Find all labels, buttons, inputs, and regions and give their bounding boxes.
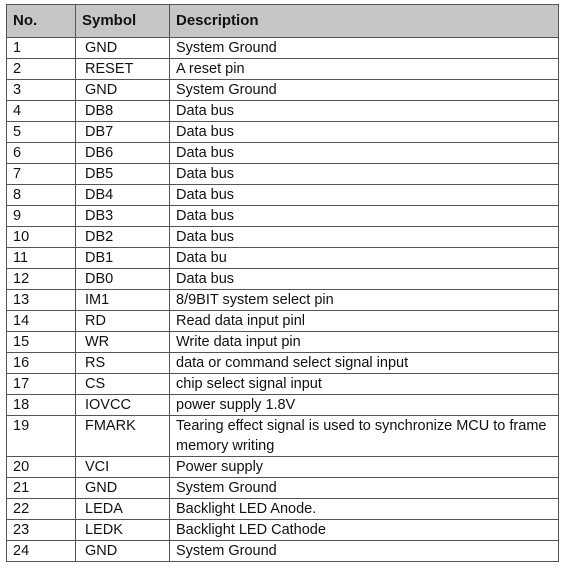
cell-description: Data bus <box>170 185 559 206</box>
cell-description: Data bus <box>170 269 559 290</box>
cell-no: 21 <box>7 478 76 499</box>
table-row <box>7 541 559 562</box>
cell-symbol: DB1 <box>76 248 170 269</box>
cell-description: System Ground <box>170 80 559 101</box>
cell-no: 17 <box>7 374 76 395</box>
cell-description: Data bus <box>170 122 559 143</box>
cell-description: Write data input pin <box>170 332 559 353</box>
cell-description: Data bus <box>170 101 559 122</box>
cell-no: 9 <box>7 206 76 227</box>
cell-no: 22 <box>7 499 76 520</box>
table-row <box>7 416 559 457</box>
cell-symbol: DB6 <box>76 143 170 164</box>
cell-description: System Ground <box>170 541 559 562</box>
cell-symbol: DB8 <box>76 101 170 122</box>
cell-description: Backlight LED Cathode <box>170 520 559 541</box>
table-row <box>7 185 559 206</box>
cell-no: 5 <box>7 122 76 143</box>
cell-symbol: RESET <box>76 59 170 80</box>
table-row <box>7 248 559 269</box>
table-row <box>7 332 559 353</box>
cell-symbol: RD <box>76 311 170 332</box>
cell-symbol: DB5 <box>76 164 170 185</box>
table-row <box>7 269 559 290</box>
cell-symbol: DB0 <box>76 269 170 290</box>
cell-no: 3 <box>7 80 76 101</box>
cell-symbol: WR <box>76 332 170 353</box>
header-no: No. <box>7 5 76 38</box>
header-description: Description <box>170 5 559 38</box>
table-row <box>7 227 559 248</box>
table-row <box>7 311 559 332</box>
cell-no: 12 <box>7 269 76 290</box>
table-row <box>7 353 559 374</box>
cell-description: Data bus <box>170 206 559 227</box>
cell-symbol: GND <box>76 541 170 562</box>
table-row <box>7 290 559 311</box>
cell-no: 15 <box>7 332 76 353</box>
cell-no: 20 <box>7 457 76 478</box>
table-row <box>7 395 559 416</box>
cell-symbol: FMARK <box>76 416 170 457</box>
table-body <box>7 38 559 562</box>
table-row <box>7 520 559 541</box>
cell-symbol: LEDA <box>76 499 170 520</box>
cell-symbol: RS <box>76 353 170 374</box>
pin-definition-table <box>6 4 559 562</box>
cell-description: 8/9BIT system select pin <box>170 290 559 311</box>
cell-no: 6 <box>7 143 76 164</box>
cell-no: 23 <box>7 520 76 541</box>
table-header-row <box>7 5 559 38</box>
cell-no: 7 <box>7 164 76 185</box>
table-row <box>7 59 559 80</box>
table-row <box>7 457 559 478</box>
table-row <box>7 478 559 499</box>
cell-description: data or command select signal input <box>170 353 559 374</box>
cell-symbol: LEDK <box>76 520 170 541</box>
table-row <box>7 143 559 164</box>
header-symbol: Symbol <box>76 5 170 38</box>
cell-no: 2 <box>7 59 76 80</box>
cell-symbol: IOVCC <box>76 395 170 416</box>
cell-description: Tearing effect signal is used to synchronize MCU to frame memory writing <box>170 416 559 457</box>
cell-description: power supply 1.8V <box>170 395 559 416</box>
cell-symbol: IM1 <box>76 290 170 311</box>
table-row <box>7 38 559 59</box>
cell-description: Data bus <box>170 164 559 185</box>
pin-table-container <box>6 4 559 562</box>
cell-symbol: DB2 <box>76 227 170 248</box>
cell-description: Data bu <box>170 248 559 269</box>
table-row <box>7 374 559 395</box>
cell-symbol: DB3 <box>76 206 170 227</box>
cell-no: 13 <box>7 290 76 311</box>
cell-no: 1 <box>7 38 76 59</box>
cell-no: 19 <box>7 416 76 457</box>
cell-no: 11 <box>7 248 76 269</box>
cell-description: System Ground <box>170 478 559 499</box>
cell-description: Read data input pinl <box>170 311 559 332</box>
table-row <box>7 80 559 101</box>
table-row <box>7 499 559 520</box>
cell-symbol: GND <box>76 80 170 101</box>
cell-description: Backlight LED Anode. <box>170 499 559 520</box>
cell-no: 24 <box>7 541 76 562</box>
cell-symbol: CS <box>76 374 170 395</box>
cell-no: 4 <box>7 101 76 122</box>
cell-symbol: DB4 <box>76 185 170 206</box>
cell-no: 14 <box>7 311 76 332</box>
cell-symbol: DB7 <box>76 122 170 143</box>
cell-description: A reset pin <box>170 59 559 80</box>
table-row <box>7 206 559 227</box>
cell-no: 8 <box>7 185 76 206</box>
cell-description: Data bus <box>170 227 559 248</box>
cell-no: 10 <box>7 227 76 248</box>
cell-description: Power supply <box>170 457 559 478</box>
cell-description: Data bus <box>170 143 559 164</box>
cell-description: System Ground <box>170 38 559 59</box>
cell-symbol: GND <box>76 38 170 59</box>
table-row <box>7 164 559 185</box>
cell-description: chip select signal input <box>170 374 559 395</box>
cell-no: 16 <box>7 353 76 374</box>
cell-symbol: GND <box>76 478 170 499</box>
table-row <box>7 122 559 143</box>
cell-symbol: VCI <box>76 457 170 478</box>
cell-no: 18 <box>7 395 76 416</box>
table-row <box>7 101 559 122</box>
